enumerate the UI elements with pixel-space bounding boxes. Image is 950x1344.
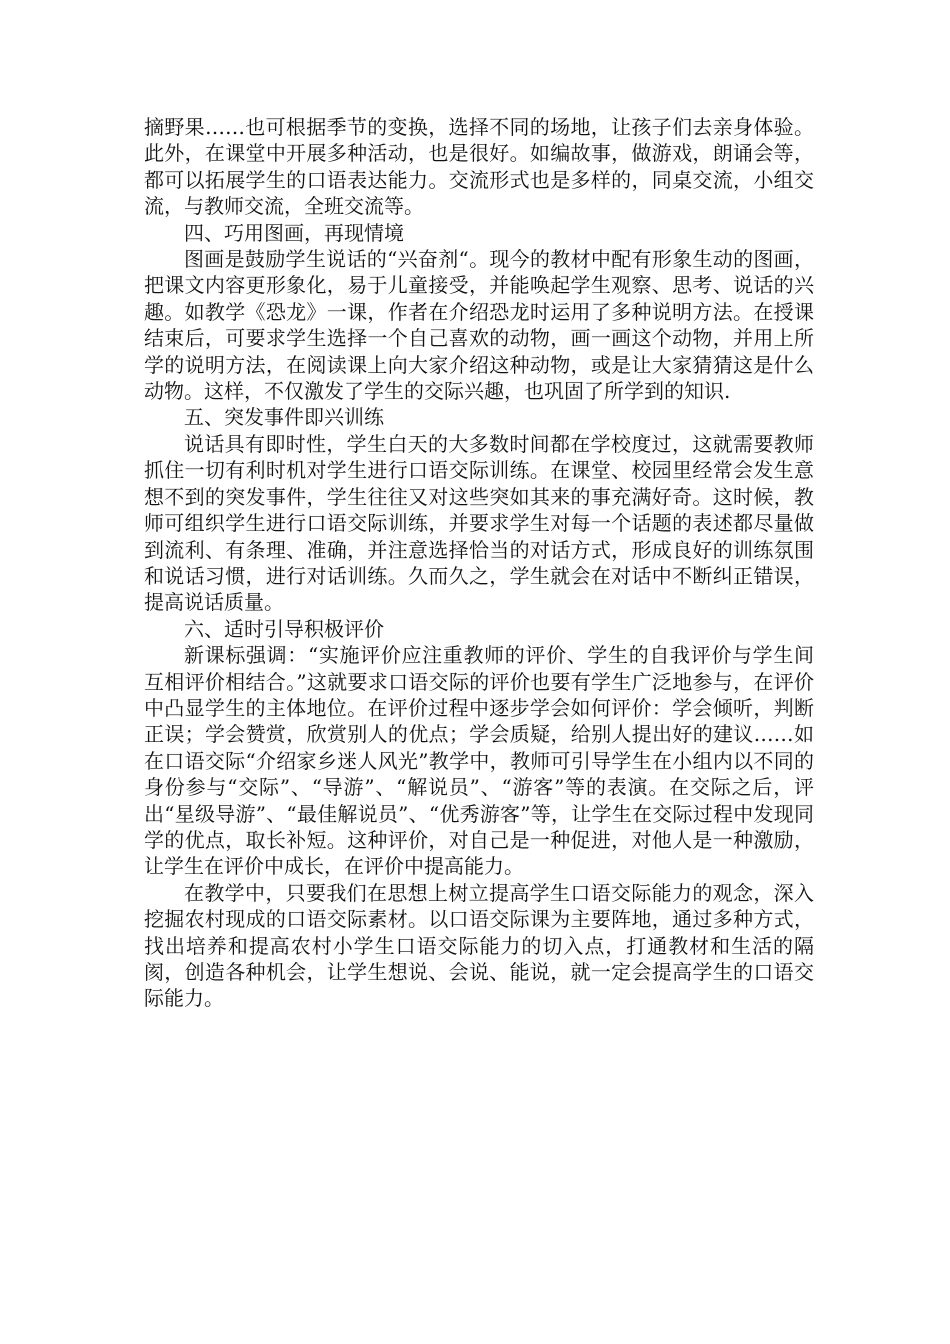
intro-paragraph: 摘野果……也可根据季节的变换，选择不同的场地，让孩子们去亲身体验。此外，在课堂中开展多种活动，也是很好。如编故事，做游戏，朗诵会等，都可以拓展学生的口语表达能力。交流形式也是多样的，同桌交流，小组交流，与教师交流，全班交流等。	[144, 115, 814, 219]
section-body-4: 图画是鼓励学生说话的“兴奋剂“。现今的教材中配有形象生动的图画，把课文内容更形象化，易于儿童接受，并能唤起学生观察、思考、说话的兴趣。如教学《恐龙》一课，作者在介绍恐龙时运用了多种说明方法。在授课结束后，可要求学生选择一个自己喜欢的动物，画一画这个动物，并用上所学的说明方法，在阅读课上向大家介绍这种动物，或是让大家猜猜这是什么动物。这样，不仅激发了学生的交际兴趣，也巩固了所学到的知识.	[144, 247, 814, 404]
section-body-6: 新课标强调：“实施评价应注重教师的评价、学生的自我评价与学生间互相评价相结合。”这就要求口语交际的评价也要有学生广泛地参与，在评价中凸显学生的主体地位。在评价过程中逐步学会如何评价：学会倾听，判断正误；学会赞赏，欣赏别人的优点；学会质疑，给别人提出好的建议……如在口语交际“介绍家乡迷人风光”教学中，教师可引导学生在小组内以不同的身份参与“交际”、“导游”、“解说员”、“游客”等的表演。在交际之后，评出“星级导游”、“最佳解说员”、“优秀游客”等，让学生在交际过程中发现同学的优点，取长补短。这种评价，对自己是一种促进，对他人是一种激励，让学生在评价中成长，在评价中提高能力。	[144, 643, 814, 879]
section-heading-4: 四、巧用图画，再现情境	[184, 220, 404, 245]
section-heading-5: 五、突发事件即兴训练	[184, 405, 384, 430]
section-body-5: 说话具有即时性，学生白天的大多数时间都在学校度过，这就需要教师抓住一切有利时机对学生进行口语交际训练。在课堂、校园里经常会发生意想不到的突发事件，学生往往又对这些突如其来的事充满好奇。这时候，教师可组织学生进行口语交际训练，并要求学生对每一个话题的表述都尽量做到流利、有条理、准确，并注意选择恰当的对话方式，形成良好的训练氛围和说话习惯，进行对话训练。久而久之，学生就会在对话中不断纠正错误，提高说话质量。	[144, 431, 814, 615]
section-heading-6: 六、适时引导积极评价	[184, 616, 384, 641]
conclusion-paragraph: 在教学中，只要我们在思想上树立提高学生口语交际能力的观念，深入挖掘农村现成的口语交际素材。以口语交际课为主要阵地，通过多种方式，找出培养和提高农村小学生口语交际能力的切入点，打通教材和生活的隔阂，创造各种机会，让学生想说、会说、能说，就一定会提高学生的口语交际能力。	[144, 880, 814, 1011]
document-page	[144, 114, 814, 1012]
